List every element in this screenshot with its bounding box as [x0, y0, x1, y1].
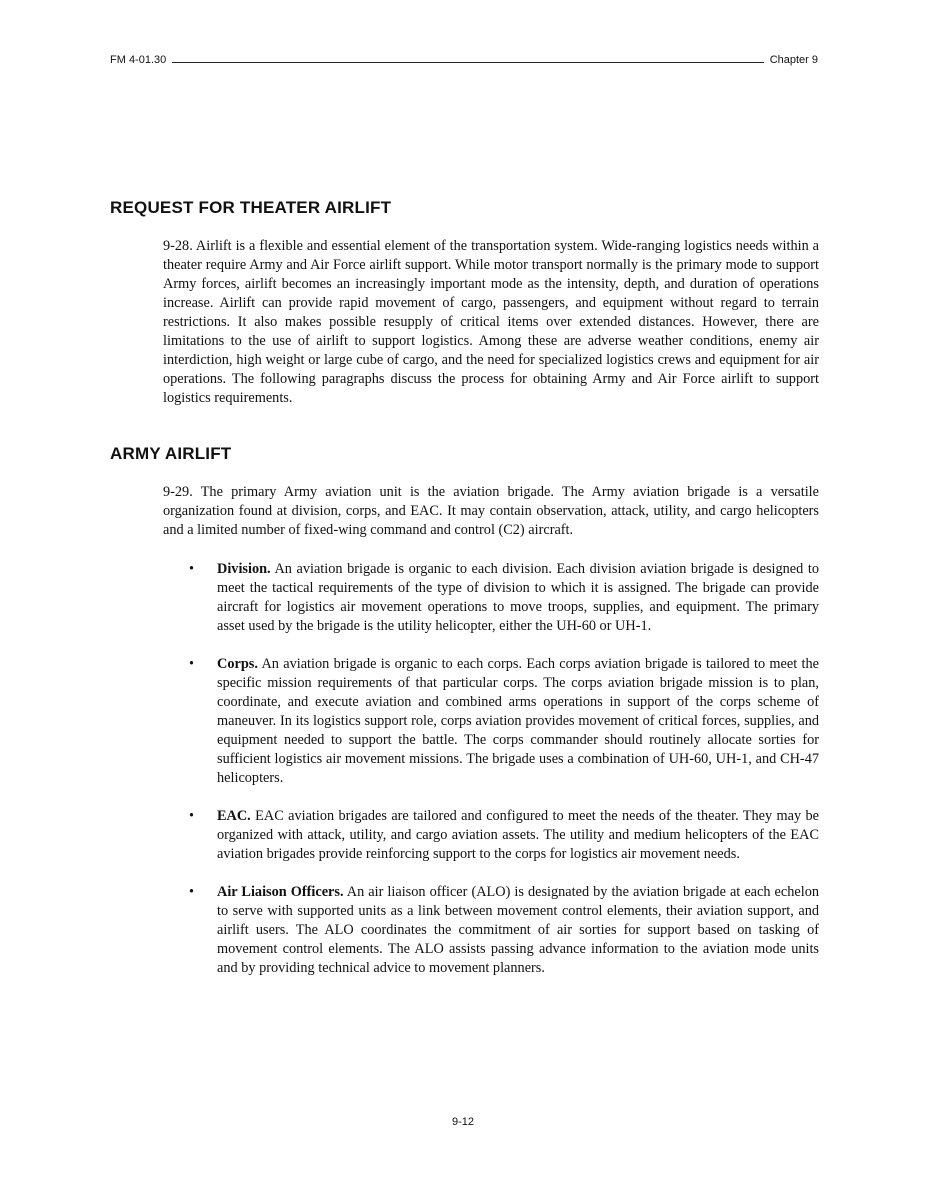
bullet-dot: •: [189, 808, 195, 824]
header-chapter: Chapter 9: [769, 54, 818, 66]
paragraph-9-28: 9-28. Airlift is a flexible and essential element of the transportation system. Wide-ranging logistics needs within a theater require Army and Air Force airlift support. While motor transport normally is the primary mode to support Army forces, airlift becomes an increasingly important mode as the intensity, depth, and duration of operations increase. Airlift can provide rapid movement of cargo, passengers, and equipment without regard to terrain restrictions. It also makes possible resupply of critical items over extended distances. However, there are limitations to the use of airlift to support logistics. Among these are adverse weather conditions, enemy air interdiction, high weight or large cube of cargo, and the need for specialized logistics crews and equipment for air operations. The following paragraphs discuss the process for obtaining Army and Air Force airlift to support logistics requirements.: [163, 238, 819, 406]
bullet-item-division: [163, 560, 819, 636]
bullet-text: EAC aviation brigades are tailored and configured to meet the needs of the theater. They may be organized with attack, utility, and cargo aviation assets. The utility and medium helicopters of the EAC aviation brigades provide reinforcing support to the corps for logistics air movement needs.: [217, 808, 820, 862]
bullet-term: EAC.: [217, 808, 251, 824]
bullet-text: An aviation brigade is organic to each division. Each division aviation brigade is designed to meet the tactical requirements of the type of division to which it is assigned. The brigade can provide aircraft for logistics air movement operations to move troops, supplies, and equipment. The primary asset used by the brigade is the utility helicopter, either the UH-60 or UH-1.: [217, 561, 819, 634]
section-heading-request-theater-airlift: REQUEST FOR THEATER AIRLIFT: [110, 198, 392, 217]
bullet-item-air-liaison-officers: [163, 883, 819, 978]
bullet-dot: •: [189, 656, 195, 672]
header-rule: [172, 62, 763, 63]
bullet-list: [163, 560, 819, 997]
bullet-term: Air Liaison Officers.: [217, 884, 344, 900]
bullet-item-eac: [163, 807, 819, 864]
section-heading-army-airlift: ARMY AIRLIFT: [110, 444, 232, 463]
paragraph-9-29: 9-29. The primary Army aviation unit is the aviation brigade. The Army aviation brigade is a versatile organization found at division, corps, and EAC. It may contain observation, attack, utility, and cargo helicopters and a limited number of fixed-wing command and control (C2) aircraft.: [163, 484, 819, 538]
bullet-dot: •: [189, 561, 195, 577]
bullet-term: Division.: [217, 561, 271, 577]
header-manual-number: FM 4-01.30: [110, 54, 167, 66]
bullet-text: An air liaison officer (ALO) is designated by the aviation brigade at each echelon to serve with supported units as a link between movement control elements, their aviation support, and airlift users. The ALO coordinates the commitment of air sorties for support based on tasking of movement control elements. The ALO assists passing advance information to the aviation mode units and by providing technical advice to movement planners.: [217, 884, 819, 976]
page-number: 9-12: [451, 1116, 475, 1128]
bullet-term: Corps.: [217, 656, 258, 672]
running-header: [110, 54, 818, 66]
bullet-text: An aviation brigade is organic to each corps. Each corps aviation brigade is tailored to meet the specific mission requirements of that particular corps. The corps aviation brigade mission is to plan, coordinate, and execute aviation and combined arms operations in support of the corps scheme of maneuver. In its logistics support role, corps aviation provides movement of critical forces, supplies, and equipment needed to support the battle. The corps commander should routinely allocate sorties for sufficient logistics air movement missions. The brigade uses a combination of UH-60, UH-1, and CH-47 helicopters.: [217, 656, 819, 786]
bullet-item-corps: [163, 655, 819, 788]
bullet-dot: •: [189, 884, 195, 900]
